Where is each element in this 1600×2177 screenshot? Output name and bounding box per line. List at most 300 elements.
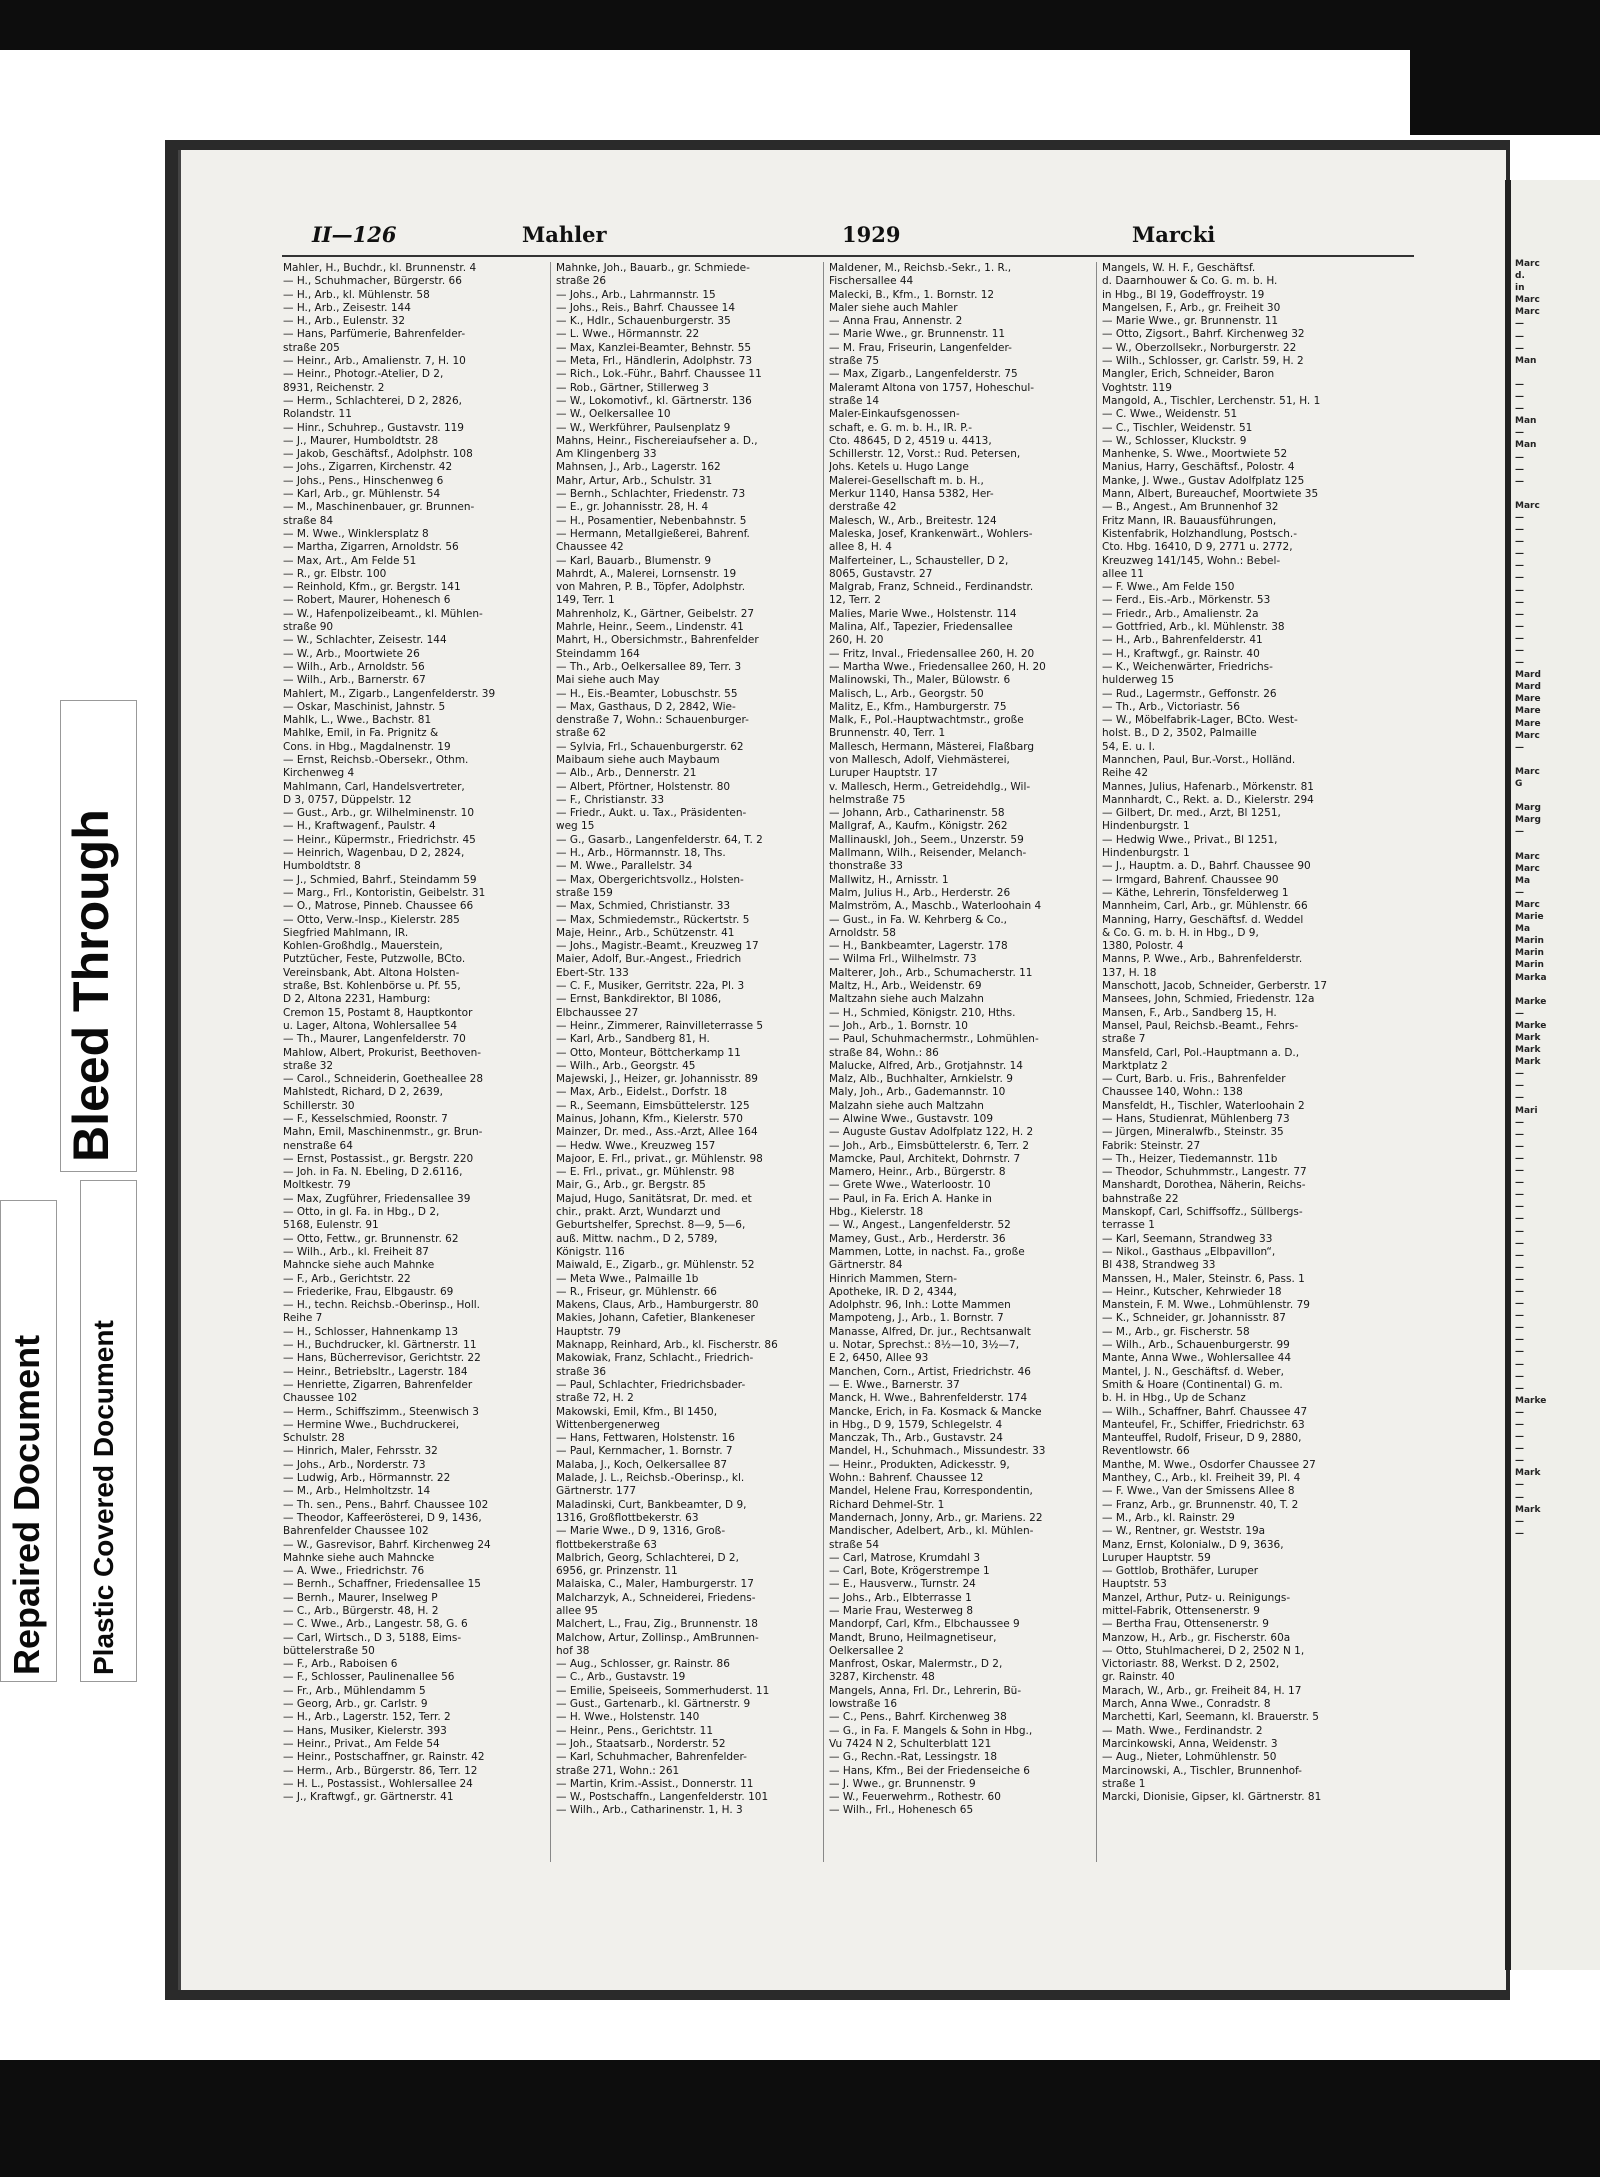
directory-entry-line: büttelerstraße 50 (283, 1644, 375, 1657)
directory-entry-line: — W., Schlosser, Kluckstr. 9 (1102, 434, 1247, 447)
directory-entry-line: 8065, Gustavstr. 27 (829, 567, 933, 580)
directory-entry-line: — M., Arb., Helmholtzstr. 14 (283, 1485, 431, 1498)
directory-entry-line: d. Daarnhouwer & Co. G. m. b. H. (1102, 275, 1278, 288)
directory-entry-line: — C., Arb., Gustavstr. 19 (556, 1671, 686, 1684)
adjacent-page-fragment: — (1515, 1432, 1524, 1443)
directory-entry-line: — Heinr., Küpermstr., Friedrichstr. 45 (283, 833, 476, 846)
directory-entry-line: — H., Schmied, Königstr. 210, Hths. (829, 1006, 1016, 1019)
directory-entry-line: derstraße 42 (829, 501, 897, 514)
adjacent-page-fragment: Marg (1515, 803, 1541, 814)
column-divider (823, 262, 824, 1862)
directory-entry-line: — M. Wwe., Winklersplatz 8 (283, 527, 429, 540)
directory-entry-line: — Marie Wwe., D 9, 1316, Groß- (556, 1525, 726, 1538)
directory-entry-line: Hauptstr. 53 (1102, 1578, 1167, 1591)
directory-entry-line: Mandernach, Jonny, Arb., gr. Mariens. 22 (829, 1511, 1043, 1524)
column-divider (550, 262, 551, 1862)
directory-entry-line: gr. Rainstr. 40 (1102, 1671, 1175, 1684)
directory-entry-line: Kirchenweg 4 (283, 767, 355, 780)
directory-entry-line: Hbg., Kielerstr. 18 (829, 1206, 924, 1219)
directory-entry-line: — Carol., Schneiderin, Goetheallee 28 (283, 1073, 483, 1086)
directory-entry-line: Mamcke, Paul, Architekt, Dohrnstr. 7 (829, 1152, 1021, 1165)
directory-entry-line: — Martha Wwe., Friedensallee 260, H. 20 (829, 660, 1046, 673)
directory-entry-line: Reihe 42 (1102, 767, 1149, 780)
directory-entry-line: Mahrenholz, K., Gärtner, Geibelstr. 27 (556, 607, 755, 620)
adjacent-page-fragment: Marin (1515, 936, 1544, 947)
directory-entry-line: — Jürgen, Mineralwfb., Steinstr. 35 (1102, 1126, 1284, 1139)
directory-entry-line: — Rud., Lagermstr., Geffonstr. 26 (1102, 687, 1277, 700)
directory-entry-line: — C., Pens., Bahrf. Kirchenweg 38 (829, 1711, 1007, 1724)
directory-entry-line: straße 26 (556, 275, 607, 288)
directory-entry-line: Malesch, W., Arb., Breitestr. 124 (829, 514, 997, 527)
directory-entry-line: March, Anna Wwe., Conradstr. 8 (1102, 1698, 1271, 1711)
adjacent-page-fragment: — (1515, 1347, 1524, 1358)
directory-entry-line: — Meta, Frl., Händlerin, Adolphstr. 73 (556, 355, 752, 368)
directory-entry-line: — B., Angest., Am Brunnenhof 32 (1102, 501, 1279, 514)
directory-entry-line: — Wilh., Arb., Catharinenstr. 1, H. 3 (556, 1804, 743, 1817)
directory-entry-line: — W., Feuerwehrm., Rothestr. 60 (829, 1791, 1001, 1804)
directory-entry-line: Malferteiner, L., Schausteller, D 2, (829, 554, 1009, 567)
directory-entry-line: — Hinrich, Maler, Fehrsstr. 32 (283, 1445, 438, 1458)
directory-entry-line: Mandel, H., Schuhmach., Missundestr. 33 (829, 1445, 1046, 1458)
adjacent-page-fragment (1511, 367, 1600, 379)
directory-entry-line: — Joh., Arb., Eimsbüttelerstr. 6, Terr. 2 (829, 1139, 1030, 1152)
directory-entry-line: — H., Arb., kl. Mühlenstr. 58 (283, 288, 430, 301)
directory-entry-line: — Ernst, Reichsb.-Obersekr., Othm. (283, 753, 469, 766)
directory-entry-line: — Paul, in Fa. Erich A. Hanke in (829, 1192, 992, 1205)
adjacent-page-fragment: — (1515, 1093, 1524, 1104)
directory-entry-line: Kistenfabrik, Holzhandlung, Postsch.- (1102, 527, 1298, 540)
adjacent-page-fragment: — (1515, 1286, 1524, 1297)
directory-column-1 (283, 262, 545, 1862)
directory-entry-line: — Max, Zugführer, Friedensallee 39 (283, 1192, 471, 1205)
directory-entry-line: Mangler, Erich, Schneider, Baron (1102, 368, 1275, 381)
directory-entry-line: Maldener, M., Reichsb.-Sekr., 1. R., (829, 262, 1012, 274)
adjacent-page-fragment: — (1515, 633, 1524, 644)
stamp-plastic-covered-document: Plastic Covered Document (88, 1320, 119, 1675)
directory-entry-line: — Theodor, Schuhmmstr., Langestr. 77 (1102, 1166, 1307, 1179)
directory-entry-line: — L. Wwe., Hörmannstr. 22 (556, 328, 700, 341)
directory-entry-line: — K., Hdlr., Schauenburgerstr. 35 (556, 315, 731, 328)
directory-entry-line: — M. Frau, Friseurin, Langenfelder- (829, 341, 1012, 354)
adjacent-page-fragment: — (1515, 379, 1524, 390)
directory-entry-line: Mantel, J. N., Geschäftsf. d. Weber, (1102, 1365, 1284, 1378)
directory-entry-line: v. Mallesch, Herm., Getreidehdlg., Wil- (829, 780, 1031, 793)
directory-entry-line: — Carl, Matrose, Krumdahl 3 (829, 1551, 981, 1564)
directory-entry-line: von Mallesch, Adolf, Viehmästerei, (829, 753, 1010, 766)
directory-entry-line: — M., Arb., kl. Rainstr. 29 (1102, 1511, 1235, 1524)
directory-entry-line: Cremon 15, Postamt 8, Hauptkontor (283, 1006, 473, 1019)
year: 1929 (842, 222, 901, 247)
directory-entry-line: — Heinr., Produkten, Adickesstr. 9, (829, 1458, 1010, 1471)
directory-entry-line: Malk, F., Pol.-Hauptwachtmstr., große (829, 714, 1024, 727)
adjacent-page-fragment: — (1515, 658, 1524, 669)
directory-entry-line: Siegfried Mahlmann, IR. (283, 926, 409, 939)
directory-entry-line: Mamero, Heinr., Arb., Bürgerstr. 8 (829, 1166, 1006, 1179)
adjacent-page-fragment: Marc (1515, 863, 1540, 874)
directory-entry-line: Manchen, Corn., Artist, Friedrichstr. 46 (829, 1365, 1031, 1378)
directory-entry-line: Arnoldstr. 58 (829, 926, 896, 939)
directory-column-3 (829, 262, 1091, 1862)
directory-entry-line: — Hans, Parfümerie, Bahrenfelder- (283, 328, 466, 341)
directory-entry-line: — Auguste Gustav Adolfplatz 122, H. 2 (829, 1126, 1034, 1139)
directory-entry-line: — Karl, Schuhmacher, Bahrenfelder- (556, 1751, 747, 1764)
directory-entry-line: — Johs., Zigarren, Kirchenstr. 42 (283, 461, 453, 474)
directory-entry-line: Majud, Hugo, Sanitätsrat, Dr. med. et (556, 1192, 752, 1205)
directory-entry-line: — Marie Wwe., gr. Brunnenstr. 11 (829, 328, 1006, 341)
directory-entry-line: Rolandstr. 11 (283, 408, 352, 421)
directory-entry-line: — Joh. in Fa. N. Ebeling, D 2.6116, (283, 1166, 463, 1179)
directory-entry-line: — H., Schlosser, Hahnenkamp 13 (283, 1325, 459, 1338)
adjacent-page-fragment: Marke (1515, 996, 1547, 1007)
adjacent-page-fragment: — (1515, 1335, 1524, 1346)
adjacent-page-fragment: — (1515, 1456, 1524, 1467)
directory-entry-line: — Heinr., Postschaffner, gr. Rainstr. 42 (283, 1751, 485, 1764)
directory-entry-line: — Johs., Reis., Bahrf. Chaussee 14 (556, 301, 736, 314)
directory-entry-line: — Hans, Fettwaren, Holstenstr. 16 (556, 1432, 735, 1445)
adjacent-page-fragment: Man (1515, 416, 1537, 427)
directory-entry-line: — C., Arb., Bürgerstr. 48, H. 2 (283, 1604, 439, 1617)
adjacent-page-fragment: Man (1515, 355, 1537, 366)
directory-entry-line: — Wilh., Arb., Georgstr. 45 (556, 1059, 696, 1072)
directory-entry-line: thonstraße 33 (829, 860, 903, 873)
directory-entry-line: weg 15 (556, 820, 595, 833)
directory-entry-line: — Paul, Schlachter, Friedrichsbader- (556, 1378, 746, 1391)
adjacent-page-fragment: — (1515, 1528, 1524, 1539)
directory-entry-line: — K., Weichenwärter, Friedrichs- (1102, 660, 1273, 673)
directory-entry-line: 5168, Eulenstr. 91 (283, 1219, 379, 1232)
adjacent-page-fragment: — (1515, 597, 1524, 608)
directory-entry-line: Malz, Alb., Buchhalter, Arnkielstr. 9 (829, 1073, 1013, 1086)
directory-entry-line: Mahnsen, J., Arb., Lagerstr. 162 (556, 461, 721, 474)
directory-entry-line: — Heinr., Arb., Amalienstr. 7, H. 10 (283, 355, 466, 368)
adjacent-page-fragment: — (1515, 1226, 1524, 1237)
directory-entry-line: — F., Arb., Gerichtstr. 22 (283, 1272, 411, 1285)
directory-entry-line: Mainus, Johann, Kfm., Kielerstr. 570 (556, 1113, 743, 1125)
adjacent-page-fragment: — (1515, 392, 1524, 403)
directory-entry-line: Malzahn siehe auch Maltzahn (829, 1099, 984, 1112)
directory-entry-line: Maibaum siehe auch Maybaum (556, 753, 720, 766)
directory-entry-line: — Bernh., Schlachter, Friedenstr. 73 (556, 488, 746, 501)
directory-entry-line: — H., techn. Reichsb.-Oberinsp., Holl. (283, 1299, 480, 1312)
directory-entry-line: Mahrle, Heinr., Seem., Lindenstr. 41 (556, 621, 744, 634)
directory-entry-line: Manczak, Th., Arb., Gustavstr. 24 (829, 1432, 1003, 1445)
directory-entry-line: Manthey, C., Arb., kl. Freiheit 39, Pl. 4 (1102, 1472, 1301, 1485)
directory-entry-line: holst. B., D 2, 3502, Palmaille (1102, 727, 1257, 740)
directory-entry-line: Mallgraf, A., Kaufm., Königstr. 262 (829, 820, 1008, 833)
adjacent-page-fragment: — (1515, 1190, 1524, 1201)
directory-entry-line: — Otto, in gl. Fa. in Hbg., D 2, (283, 1206, 440, 1219)
adjacent-page-fragment: — (1515, 525, 1524, 536)
adjacent-page-fragment: — (1515, 512, 1524, 523)
directory-entry-line: Manke, J. Wwe., Gustav Adolfplatz 125 (1102, 474, 1305, 487)
directory-entry-line: nenstraße 64 (283, 1139, 353, 1152)
adjacent-page-fragment: — (1515, 1153, 1524, 1164)
directory-entry-line: Manck, H. Wwe., Bahrenfelderstr. 174 (829, 1392, 1028, 1405)
adjacent-page-fragment: — (1515, 1299, 1524, 1310)
directory-entry-line: u. Notar, Sprechst.: 8½—10, 3½—7, (829, 1339, 1020, 1352)
directory-entry-line: Mangelsen, F., Arb., gr. Freiheit 30 (1102, 301, 1281, 314)
directory-entry-line: 8931, Reichenstr. 2 (283, 381, 385, 394)
adjacent-page-fragment: — (1515, 1383, 1524, 1394)
directory-entry-line: — Wilma Frl., Wilhelmstr. 73 (829, 953, 977, 966)
adjacent-page-fragment: — (1515, 1492, 1524, 1503)
directory-entry-line: 1380, Polostr. 4 (1102, 940, 1184, 953)
directory-entry-line: Marach, W., Arb., gr. Freiheit 84, H. 17 (1102, 1684, 1302, 1697)
directory-entry-line: 12, Terr. 2 (829, 594, 881, 607)
right-black-border (1410, 50, 1600, 135)
directory-entry-line: — M., Maschinenbauer, gr. Brunnen- (283, 501, 475, 514)
adjacent-page-fragment: — (1515, 621, 1524, 632)
directory-entry-line: Manhenke, S. Wwe., Moortwiete 52 (1102, 448, 1288, 461)
directory-entry-line: — F., Kesselschmied, Roonstr. 7 (283, 1113, 448, 1125)
adjacent-page-fragment: Marke (1515, 1020, 1547, 1031)
adjacent-page-fragment: Marc (1515, 899, 1540, 910)
directory-entry-line: — Reinhold, Kfm., gr. Bergstr. 141 (283, 581, 461, 594)
directory-entry-line: Mansfeld, Carl, Pol.-Hauptmann a. D., (1102, 1046, 1300, 1059)
directory-entry-line: — Gust., Arb., gr. Wilhelminenstr. 10 (283, 807, 475, 820)
directory-entry-line: — Nikol., Gasthaus „Elbpavillon“, (1102, 1245, 1276, 1258)
adjacent-page-fragment (1511, 790, 1600, 802)
directory-entry-line: — W., Hafenpolizeibeamt., kl. Mühlen- (283, 607, 483, 620)
adjacent-page-fragment: — (1515, 452, 1524, 463)
directory-entry-line: Mahnke siehe auch Mahncke (283, 1551, 435, 1564)
adjacent-page-fragment: Mare (1515, 706, 1541, 717)
directory-entry-line: Manns, P. Wwe., Arb., Bahrenfelderstr. (1102, 953, 1303, 966)
directory-entry-line: Mante, Anna Wwe., Wohlersallee 44 (1102, 1352, 1292, 1365)
directory-entry-line: Mandorpf, Carl, Kfm., Elbchaussee 9 (829, 1618, 1020, 1631)
directory-entry-line: — Paul, Schuhmachermstr., Lohmühlen- (829, 1033, 1039, 1046)
directory-entry-line: Steindamm 164 (556, 647, 640, 660)
directory-entry-line: — H., Posamentier, Nebenbahnstr. 5 (556, 514, 747, 527)
directory-entry-line: Mansfeldt, H., Tischler, Waterloohain 2 (1102, 1099, 1305, 1112)
directory-entry-line: Mangold, A., Tischler, Lerchenstr. 51, H. 1 (1102, 394, 1321, 407)
adjacent-page-fragment: Mark (1515, 1045, 1541, 1056)
directory-entry-line: allee 11 (1102, 567, 1144, 580)
adjacent-page-fragment: Marc (1515, 307, 1540, 318)
directory-entry-line: Gärtnerstr. 177 (556, 1485, 637, 1498)
directory-entry-line: Manzow, H., Arb., gr. Fischerstr. 60a (1102, 1631, 1291, 1644)
directory-entry-line: Majoor, E. Frl., privat., gr. Mühlenstr. 98 (556, 1152, 763, 1165)
directory-entry-line: Mahnke, Joh., Bauarb., gr. Schmiede- (556, 262, 750, 274)
directory-entry-line: — J. Wwe., gr. Brunnenstr. 9 (829, 1777, 976, 1790)
directory-entry-line: Luruper Hauptstr. 17 (829, 767, 938, 780)
directory-entry-line: Maier, Adolf, Bur.-Angest., Friedrich (556, 953, 742, 966)
adjacent-page-fragment: — (1515, 609, 1524, 620)
directory-entry-line: — C. Wwe., Arb., Langestr. 58, G. 6 (283, 1618, 468, 1631)
directory-entry-line: — W., Gasrevisor, Bahrf. Kirchenweg 24 (283, 1538, 491, 1551)
directory-entry-line: — Hermine Wwe., Buchdruckerei, (283, 1418, 460, 1431)
directory-entry-line: — Max, Schmied, Christianstr. 33 (556, 900, 731, 913)
adjacent-page-fragment: — (1515, 1081, 1524, 1092)
directory-entry-line: — Robert, Maurer, Hohenesch 6 (283, 594, 451, 607)
adjacent-page-fragment: d. (1515, 271, 1525, 282)
adjacent-page-fragment: — (1515, 1238, 1524, 1249)
adjacent-page-fragment: Mare (1515, 718, 1541, 729)
directory-entry-line: 137, H. 18 (1102, 966, 1157, 979)
directory-entry-line: denstraße 7, Wohn.: Schauenburger- (556, 714, 749, 727)
directory-entry-line: — J., Maurer, Humboldtstr. 28 (283, 434, 439, 447)
directory-entry-line: — Wilh., Arb., Arnoldstr. 56 (283, 660, 425, 673)
directory-entry-line: — Hans, Studienrat, Mühlenberg 73 (1102, 1113, 1290, 1125)
directory-entry-line: — Johs., Arb., Lahrmannstr. 15 (556, 288, 716, 301)
directory-entry-line: — Rich., Lok.-Führ., Bahrf. Chaussee 11 (556, 368, 762, 381)
directory-entry-line: — Ludwig, Arb., Hörmannstr. 22 (283, 1472, 451, 1485)
directory-entry-line: Mahns, Heinr., Fischereiaufseher a. D., (556, 434, 758, 447)
directory-entry-line: — Wilh., Schlosser, gr. Carlstr. 59, H. 2 (1102, 355, 1304, 368)
directory-entry-line: — Wilh., Arb., kl. Freiheit 87 (283, 1245, 429, 1258)
adjacent-page-fragment (1511, 488, 1600, 500)
adjacent-page-fragment: Marc (1515, 851, 1540, 862)
directory-entry-line: — R., gr. Elbstr. 100 (283, 567, 387, 580)
adjacent-page-fragment: — (1515, 1371, 1524, 1382)
directory-entry-line: Mandt, Bruno, Heilmagnetiseur, (829, 1631, 997, 1644)
directory-entry-line: Manzel, Arthur, Putz- u. Reinigungs- (1102, 1591, 1291, 1604)
page-header (312, 222, 1402, 252)
directory-entry-line: — Gust., Gartenarb., kl. Gärtnerstr. 9 (556, 1698, 751, 1711)
adjacent-page-fragment: Mark (1515, 1033, 1541, 1043)
directory-entry-line: Manssen, H., Maler, Steinstr. 6, Pass. 1 (1102, 1272, 1305, 1285)
directory-entry-line: 149, Terr. 1 (556, 594, 615, 607)
directory-entry-line: Johs. Ketels u. Hugo Lange (829, 461, 969, 474)
directory-entry-line: Manteuffel, Rudolf, Friseur, D 9, 2880, (1102, 1432, 1302, 1445)
directory-entry-line: — Fritz, Inval., Friedensallee 260, H. 20 (829, 647, 1035, 660)
directory-entry-line: — Hans, Musiker, Kielerstr. 393 (283, 1724, 447, 1737)
directory-entry-line: Mannheim, Carl, Arb., gr. Mühlenstr. 66 (1102, 900, 1308, 913)
adjacent-page-edge (1505, 180, 1600, 1970)
page-number: II—126 (312, 222, 397, 247)
directory-entry-line: Vu 7424 N 2, Schulterblatt 121 (829, 1737, 992, 1750)
directory-entry-line: — H. L., Postassist., Wohlersallee 24 (283, 1777, 473, 1790)
directory-entry-line: — Franz, Arb., gr. Brunnenstr. 40, T. 2 (1102, 1498, 1299, 1511)
directory-entry-line: — Max, Kanzlei-Beamter, Behnstr. 55 (556, 341, 752, 354)
directory-entry-line: Bl 438, Strandweg 33 (1102, 1259, 1216, 1272)
directory-entry-line: Malecki, B., Kfm., 1. Bornstr. 12 (829, 288, 995, 301)
directory-entry-line: — Johs., Arb., Norderstr. 73 (283, 1458, 426, 1471)
directory-entry-line: — Herm., Arb., Bürgerstr. 86, Terr. 12 (283, 1764, 478, 1777)
directory-entry-line: Mansel, Paul, Reichsb.-Beamt., Fehrs- (1102, 1019, 1299, 1032)
directory-entry-line: — Th., Maurer, Langenfelderstr. 70 (283, 1033, 466, 1046)
directory-entry-line: — W., Oelkersallee 10 (556, 408, 671, 421)
directory-entry-line: — Martin, Krim.-Assist., Donnerstr. 11 (556, 1777, 754, 1790)
directory-entry-line: — Th., Arb., Victoriastr. 56 (1102, 700, 1240, 713)
directory-entry-line: — Anna Frau, Annenstr. 2 (829, 315, 963, 328)
adjacent-page-fragment: — (1515, 561, 1524, 572)
directory-entry-line: 260, H. 20 (829, 634, 884, 647)
adjacent-page-fragment: — (1515, 1359, 1524, 1370)
directory-entry-line: Schillerstr. 30 (283, 1099, 355, 1112)
directory-entry-line: — Gilbert, Dr. med., Arzt, Bl 1251, (1102, 807, 1281, 820)
directory-entry-line: — Herm., Schlachterei, D 2, 2826, (283, 394, 462, 407)
directory-entry-line: — Carl, Bote, Krögerstrempe 1 (829, 1565, 990, 1578)
adjacent-page-fragment: — (1515, 1262, 1524, 1273)
directory-entry-line: Cto. Hbg. 16410, D 9, 2771 u. 2772, (1102, 541, 1293, 554)
directory-entry-line: — Max, Gasthaus, D 2, 2842, Wie- (556, 700, 736, 713)
directory-entry-line: Mandel, Helene Frau, Korrespondentin, (829, 1485, 1033, 1498)
directory-entry-line: — W., Oberzollsekr., Norburgerstr. 22 (1102, 341, 1297, 354)
directory-entry-line: mittel-Fabrik, Ottensenerstr. 9 (1102, 1604, 1260, 1617)
directory-entry-line: Malbrich, Georg, Schlachterei, D 2, (556, 1551, 739, 1564)
directory-entry-line: — F. Wwe., Van der Smissens Allee 8 (1102, 1485, 1295, 1498)
directory-entry-line: — H., Arb., Lagerstr. 152, Terr. 2 (283, 1711, 451, 1724)
directory-entry-line: Mai siehe auch May (556, 674, 660, 687)
adjacent-page-fragment: Mard (1515, 682, 1541, 693)
directory-entry-line: & Co. G. m. b. H. in Hbg., D 9, (1102, 926, 1259, 939)
directory-entry-line: — K., Schneider, gr. Johannisstr. 87 (1102, 1312, 1286, 1325)
adjacent-page-fragment: Marc (1515, 730, 1540, 741)
adjacent-page-fragment: Marke (1515, 1395, 1547, 1406)
directory-column-4 (1102, 262, 1364, 1862)
directory-entry-line: — H., Buchdrucker, kl. Gärtnerstr. 11 (283, 1339, 477, 1352)
directory-entry-line: straße 84, Wohn.: 86 (829, 1046, 939, 1059)
directory-entry-line: 54, E. u. I. (1102, 740, 1156, 753)
directory-entry-line: — W., Werkführer, Paulsenplatz 9 (556, 421, 731, 434)
directory-entry-line: Fritz Mann, IR. Bauausführungen, (1102, 514, 1277, 527)
directory-entry-line: — Karl, Bauarb., Blumenstr. 9 (556, 554, 712, 567)
adjacent-page-fragment: — (1515, 319, 1524, 330)
directory-entry-line: Maleramt Altona von 1757, Hoheschul- (829, 381, 1035, 394)
adjacent-page-fragment: — (1515, 331, 1524, 342)
directory-entry-line: — H., Bankbeamter, Lagerstr. 178 (829, 940, 1008, 953)
directory-entry-line: straße 32 (283, 1059, 334, 1072)
adjacent-page-fragment: Mari (1515, 1105, 1538, 1116)
directory-entry-line: Chaussee 102 (283, 1392, 358, 1405)
adjacent-page-fragment: — (1515, 476, 1524, 487)
adjacent-page-fragment: in (1515, 283, 1525, 294)
directory-entry-line: — Heinr., Kutscher, Kehrwieder 18 (1102, 1285, 1282, 1298)
directory-entry-line: Bahrenfelder Chaussee 102 (283, 1525, 429, 1538)
directory-entry-line: Chaussee 140, Wohn.: 138 (1102, 1086, 1243, 1099)
adjacent-page-fragment: — (1515, 537, 1524, 548)
directory-entry-line: Apotheke, IR. D 2, 4344, (829, 1285, 957, 1298)
directory-entry-line: Maler siehe auch Mahler (829, 301, 958, 314)
directory-entry-line: — Georg, Arb., gr. Carlstr. 9 (283, 1698, 428, 1711)
directory-entry-line: — Th., Heizer, Tiedemannstr. 11b (1102, 1152, 1278, 1165)
adjacent-page-fragments (1511, 180, 1600, 1540)
directory-entry-line: straße, Bst. Kohlenbörse u. Pf. 55, (283, 980, 461, 993)
directory-entry-line: Gärtnerstr. 84 (829, 1259, 903, 1272)
adjacent-page-fragment: — (1515, 428, 1524, 439)
directory-entry-line: Mansen, F., Arb., Sandberg 15, H. (1102, 1006, 1277, 1019)
directory-entry-line: — Hermann, Metallgießerei, Bahrenf. (556, 527, 750, 540)
directory-entry-line: — Albert, Pförtner, Holstenstr. 80 (556, 780, 731, 793)
adjacent-page-fragment: — (1515, 1141, 1524, 1152)
directory-entry-line: — Max, Art., Am Felde 51 (283, 554, 417, 567)
directory-entry-line: straße 7 (1102, 1033, 1146, 1046)
directory-entry-line: — J., Hauptm. a. D., Bahrf. Chaussee 90 (1102, 860, 1311, 873)
adjacent-page-fragment: Ma (1515, 924, 1531, 935)
directory-entry-line: Maknapp, Reinhard, Arb., kl. Fischerstr. 86 (556, 1339, 778, 1352)
directory-entry-line: straße 271, Wohn.: 261 (556, 1764, 680, 1777)
directory-entry-line: Wittenbergenerweg (556, 1418, 660, 1431)
directory-entry-line: — Heinr., Privat., Am Felde 54 (283, 1737, 440, 1750)
adjacent-page-fragment: Mark (1515, 1468, 1541, 1479)
directory-entry-line: Richard Dehmel-Str. 1 (829, 1498, 945, 1511)
directory-entry-line: — W., Postschaffn., Langenfelderstr. 101 (556, 1791, 769, 1804)
directory-entry-line: 1316, Großflottbekerstr. 63 (556, 1511, 699, 1524)
directory-entry-line: Malisch, L., Arb., Georgstr. 50 (829, 687, 984, 700)
adjacent-page-fragment: — (1515, 827, 1524, 838)
directory-entry-line: Manfrost, Oskar, Malermstr., D 2, (829, 1658, 1003, 1671)
directory-entry-line: Adolphstr. 96, Inh.: Lotte Mammen (829, 1299, 1011, 1312)
directory-entry-line: — F., Schlosser, Paulinenallee 56 (283, 1671, 455, 1684)
directory-entry-line: Chaussee 42 (556, 541, 624, 554)
directory-entry-line: — Alwine Wwe., Gustavstr. 109 (829, 1113, 994, 1125)
directory-entry-line: auß. Mittw. nachm., D 2, 5789, (556, 1232, 718, 1245)
adjacent-page-fragment: — (1515, 585, 1524, 596)
adjacent-page-fragment (1511, 984, 1600, 996)
directory-entry-line: Manning, Harry, Geschäftsf. d. Weddel (1102, 913, 1304, 926)
directory-entry-line: Mallwitz, H., Arnisstr. 1 (829, 873, 949, 886)
